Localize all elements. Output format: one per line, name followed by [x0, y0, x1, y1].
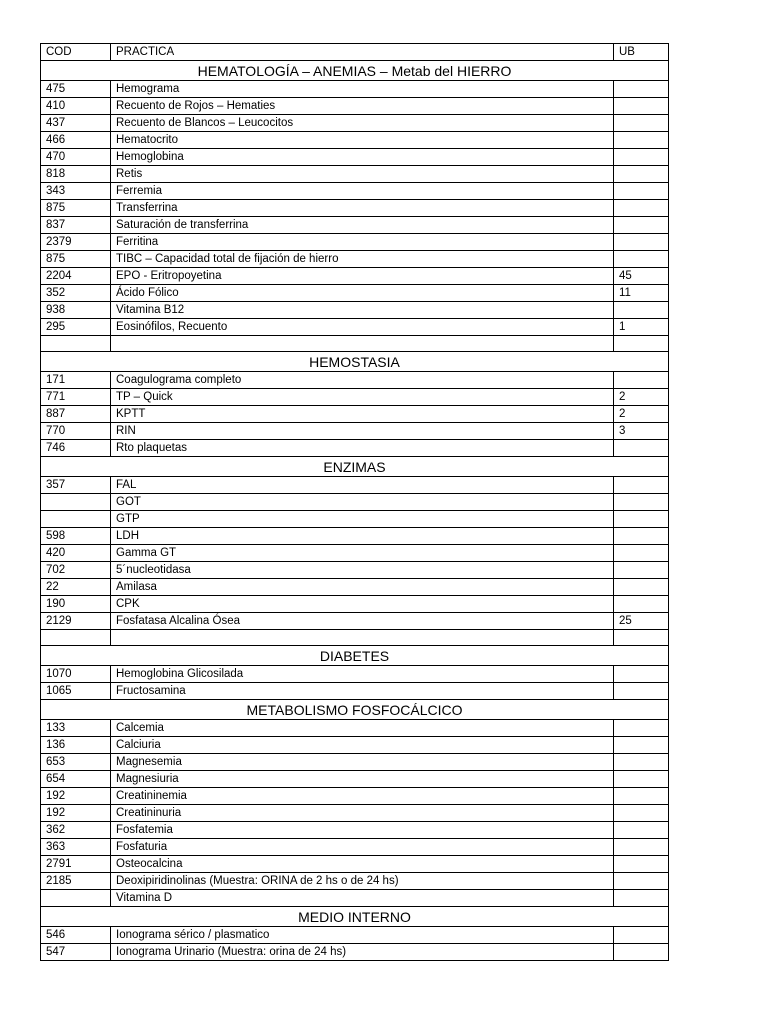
blank-cell-ub: [614, 336, 669, 352]
blank-cell-practica: [111, 630, 614, 646]
practica-cell: Recuento de Blancos – Leucocitos: [111, 115, 614, 132]
cod-cell: 654: [41, 771, 111, 788]
cod-cell: 437: [41, 115, 111, 132]
practica-cell: Transferrina: [111, 200, 614, 217]
header-ub: UB: [614, 44, 669, 61]
ub-cell: [614, 683, 669, 700]
table-row: [41, 683, 669, 700]
ub-cell: [614, 839, 669, 856]
cod-cell: 410: [41, 98, 111, 115]
practica-cell: Rto plaquetas: [111, 440, 614, 457]
ub-cell: [614, 873, 669, 890]
ub-cell: [614, 98, 669, 115]
table-row: [41, 477, 669, 494]
section-header-row: [41, 700, 669, 720]
ub-cell: [614, 596, 669, 613]
cod-cell: 343: [41, 183, 111, 200]
ub-cell: [614, 477, 669, 494]
cod-cell: 475: [41, 81, 111, 98]
practica-cell: Hemoglobina Glicosilada: [111, 666, 614, 683]
table-row: [41, 927, 669, 944]
table-row: [41, 788, 669, 805]
table-row: [41, 890, 669, 907]
practica-cell: Retis: [111, 166, 614, 183]
cod-cell: 192: [41, 805, 111, 822]
section-title: ENZIMAS: [41, 457, 669, 477]
table-row: [41, 839, 669, 856]
practica-cell: Eosinófilos, Recuento: [111, 319, 614, 336]
table-row: [41, 115, 669, 132]
cod-cell: 192: [41, 788, 111, 805]
table-row: [41, 944, 669, 961]
ub-cell: [614, 545, 669, 562]
cod-cell: 2791: [41, 856, 111, 873]
section-header-row: [41, 646, 669, 666]
header-cod: COD: [41, 44, 111, 61]
practica-cell: KPTT: [111, 406, 614, 423]
practica-cell: Amilasa: [111, 579, 614, 596]
ub-cell: [614, 511, 669, 528]
table-row: [41, 132, 669, 149]
ub-cell: [614, 754, 669, 771]
ub-cell: [614, 217, 669, 234]
cod-cell: 1070: [41, 666, 111, 683]
cod-cell: 420: [41, 545, 111, 562]
section-header-row: [41, 907, 669, 927]
practices-table-body: [41, 44, 669, 961]
cod-cell: 171: [41, 372, 111, 389]
table-row: [41, 494, 669, 511]
cod-cell: 818: [41, 166, 111, 183]
practica-cell: EPO - Eritropoyetina: [111, 268, 614, 285]
cod-cell: 2185: [41, 873, 111, 890]
table-row: [41, 319, 669, 336]
table-row: [41, 285, 669, 302]
ub-cell: [614, 200, 669, 217]
cod-cell: 352: [41, 285, 111, 302]
practica-cell: Fosfaturia: [111, 839, 614, 856]
table-row: [41, 200, 669, 217]
table-row: [41, 613, 669, 630]
section-title: HEMATOLOGÍA – ANEMIAS – Metab del HIERRO: [41, 61, 669, 81]
ub-cell: [614, 251, 669, 268]
table-row: [41, 720, 669, 737]
cod-cell: 136: [41, 737, 111, 754]
practica-cell: GOT: [111, 494, 614, 511]
header-row: [41, 44, 669, 61]
cod-cell: 2129: [41, 613, 111, 630]
blank-cell-cod: [41, 630, 111, 646]
cod-cell: 746: [41, 440, 111, 457]
ub-cell: [614, 856, 669, 873]
table-row: [41, 562, 669, 579]
practica-cell: Hematocrito: [111, 132, 614, 149]
header-practica: PRACTICA: [111, 44, 614, 61]
ub-cell: 2: [614, 406, 669, 423]
ub-cell: [614, 562, 669, 579]
cod-cell: 837: [41, 217, 111, 234]
table-row: [41, 545, 669, 562]
practica-cell: Vitamina D: [111, 890, 614, 907]
section-title: DIABETES: [41, 646, 669, 666]
table-row: [41, 234, 669, 251]
cod-cell: [41, 494, 111, 511]
cod-cell: 653: [41, 754, 111, 771]
ub-cell: [614, 149, 669, 166]
cod-cell: 363: [41, 839, 111, 856]
table-row: [41, 268, 669, 285]
cod-cell: [41, 890, 111, 907]
practica-cell: TIBC – Capacidad total de fijación de hierro: [111, 251, 614, 268]
table-row: [41, 81, 669, 98]
practica-cell: CPK: [111, 596, 614, 613]
table-row: [41, 440, 669, 457]
ub-cell: [614, 132, 669, 149]
practica-cell: Fructosamina: [111, 683, 614, 700]
ub-cell: [614, 737, 669, 754]
practica-cell: Vitamina B12: [111, 302, 614, 319]
table-row: [41, 98, 669, 115]
practica-cell: GTP: [111, 511, 614, 528]
practices-table: [40, 43, 669, 961]
ub-cell: [614, 579, 669, 596]
blank-row: [41, 336, 669, 352]
practica-cell: Creatininuria: [111, 805, 614, 822]
practica-cell: Magnesemia: [111, 754, 614, 771]
ub-cell: 1: [614, 319, 669, 336]
ub-cell: [614, 822, 669, 839]
blank-cell-practica: [111, 336, 614, 352]
practica-cell: Gamma GT: [111, 545, 614, 562]
cod-cell: 771: [41, 389, 111, 406]
table-row: [41, 251, 669, 268]
practica-cell: RIN: [111, 423, 614, 440]
ub-cell: [614, 666, 669, 683]
table-row: [41, 183, 669, 200]
practica-cell: Saturación de transferrina: [111, 217, 614, 234]
practica-cell: Osteocalcina: [111, 856, 614, 873]
ub-cell: [614, 890, 669, 907]
ub-cell: [614, 440, 669, 457]
ub-cell: [614, 771, 669, 788]
table-row: [41, 372, 669, 389]
practica-cell: Ionograma Urinario (Muestra: orina de 24 hs): [111, 944, 614, 961]
ub-cell: 2: [614, 389, 669, 406]
practica-cell: Ferremia: [111, 183, 614, 200]
practica-cell: LDH: [111, 528, 614, 545]
practica-cell: Coagulograma completo: [111, 372, 614, 389]
ub-cell: [614, 372, 669, 389]
section-header-row: [41, 457, 669, 477]
cod-cell: 875: [41, 200, 111, 217]
ub-cell: 3: [614, 423, 669, 440]
practica-cell: Fosfatasa Alcalina Ósea: [111, 613, 614, 630]
practica-cell: Creatininemia: [111, 788, 614, 805]
practica-cell: Calciuria: [111, 737, 614, 754]
ub-cell: 45: [614, 268, 669, 285]
table-row: [41, 217, 669, 234]
ub-cell: [614, 302, 669, 319]
cod-cell: 470: [41, 149, 111, 166]
practica-cell: FAL: [111, 477, 614, 494]
cod-cell: 702: [41, 562, 111, 579]
table-row: [41, 856, 669, 873]
cod-cell: 547: [41, 944, 111, 961]
section-header-row: [41, 61, 669, 81]
cod-cell: 887: [41, 406, 111, 423]
cod-cell: 2204: [41, 268, 111, 285]
practica-cell: Calcemia: [111, 720, 614, 737]
cod-cell: 133: [41, 720, 111, 737]
table-row: [41, 302, 669, 319]
blank-row: [41, 630, 669, 646]
cod-cell: 1065: [41, 683, 111, 700]
cod-cell: 770: [41, 423, 111, 440]
practica-cell: Hemoglobina: [111, 149, 614, 166]
ub-cell: 25: [614, 613, 669, 630]
ub-cell: [614, 494, 669, 511]
ub-cell: [614, 805, 669, 822]
table-row: [41, 596, 669, 613]
ub-cell: [614, 720, 669, 737]
cod-cell: 362: [41, 822, 111, 839]
cod-cell: 295: [41, 319, 111, 336]
table-row: [41, 822, 669, 839]
practica-cell: Deoxipiridinolinas (Muestra: ORINA de 2 hs o de 24 hs): [111, 873, 614, 890]
ub-cell: [614, 115, 669, 132]
table-row: [41, 754, 669, 771]
blank-cell-ub: [614, 630, 669, 646]
cod-cell: 546: [41, 927, 111, 944]
blank-cell-cod: [41, 336, 111, 352]
cod-cell: 190: [41, 596, 111, 613]
table-row: [41, 873, 669, 890]
table-row: [41, 389, 669, 406]
ub-cell: [614, 166, 669, 183]
table-row: [41, 666, 669, 683]
table-row: [41, 406, 669, 423]
practica-cell: Recuento de Rojos – Hematies: [111, 98, 614, 115]
cod-cell: 875: [41, 251, 111, 268]
cod-cell: 598: [41, 528, 111, 545]
table-row: [41, 737, 669, 754]
ub-cell: [614, 81, 669, 98]
cod-cell: 22: [41, 579, 111, 596]
table-row: [41, 149, 669, 166]
table-row: [41, 771, 669, 788]
practica-cell: Ionograma sérico / plasmatico: [111, 927, 614, 944]
practica-cell: Fosfatemia: [111, 822, 614, 839]
ub-cell: [614, 183, 669, 200]
practica-cell: Ácido Fólico: [111, 285, 614, 302]
ub-cell: [614, 927, 669, 944]
ub-cell: [614, 788, 669, 805]
section-title: HEMOSTASIA: [41, 352, 669, 372]
ub-cell: [614, 944, 669, 961]
cod-cell: [41, 511, 111, 528]
practica-cell: TP – Quick: [111, 389, 614, 406]
table-row: [41, 579, 669, 596]
cod-cell: 2379: [41, 234, 111, 251]
section-header-row: [41, 352, 669, 372]
table-row: [41, 528, 669, 545]
practica-cell: Ferritina: [111, 234, 614, 251]
practica-cell: 5´nucleotidasa: [111, 562, 614, 579]
cod-cell: 466: [41, 132, 111, 149]
ub-cell: [614, 528, 669, 545]
table-row: [41, 423, 669, 440]
cod-cell: 357: [41, 477, 111, 494]
table-row: [41, 805, 669, 822]
section-title: METABOLISMO FOSFOCÁLCICO: [41, 700, 669, 720]
ub-cell: [614, 234, 669, 251]
practica-cell: Hemograma: [111, 81, 614, 98]
ub-cell: 11: [614, 285, 669, 302]
table-row: [41, 166, 669, 183]
practica-cell: Magnesiuria: [111, 771, 614, 788]
section-title: MEDIO INTERNO: [41, 907, 669, 927]
table-row: [41, 511, 669, 528]
cod-cell: 938: [41, 302, 111, 319]
